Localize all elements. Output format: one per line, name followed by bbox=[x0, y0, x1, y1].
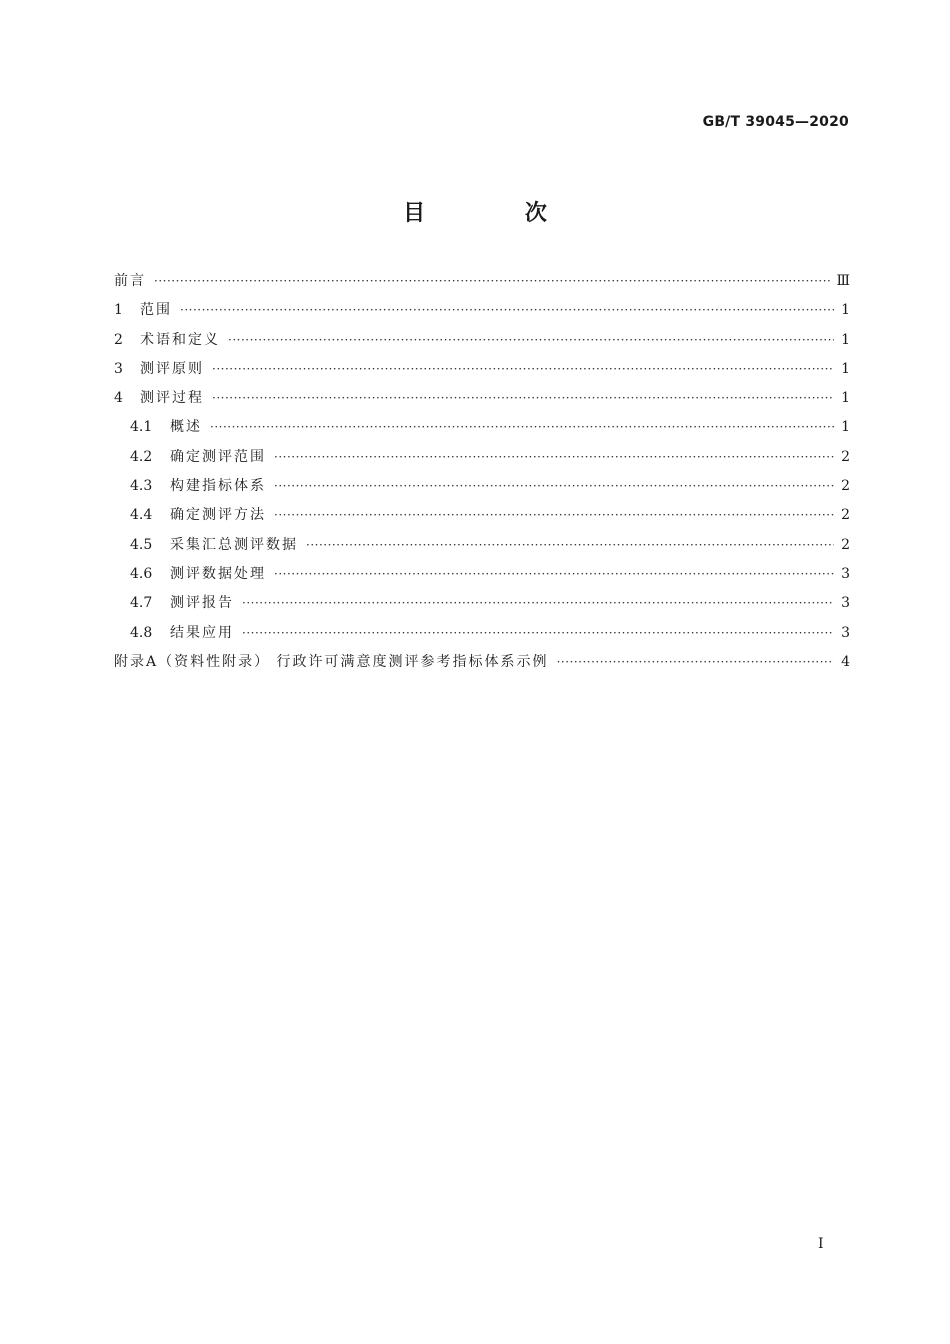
toc-entry-label: 确定测评方法 bbox=[170, 507, 266, 524]
toc-entry-label: 术语和定义 bbox=[140, 331, 220, 348]
toc-entry-4-5[interactable] bbox=[114, 534, 850, 563]
toc-leader-dots bbox=[274, 567, 834, 581]
toc-entry-number: 4.7 bbox=[130, 595, 153, 612]
toc-entry-2[interactable] bbox=[114, 329, 850, 358]
toc-entry-3[interactable] bbox=[114, 358, 850, 387]
page-title: 目 次 bbox=[403, 201, 593, 226]
toc-entry-page: 1 bbox=[841, 302, 850, 319]
toc-entry-page: 3 bbox=[841, 595, 850, 612]
toc-entry-label: 测评过程 bbox=[140, 390, 204, 407]
toc-leader-dots bbox=[210, 420, 834, 434]
toc-entry-number: 1 bbox=[114, 302, 123, 319]
toc-leader-dots bbox=[274, 479, 834, 493]
toc-entry-page: 1 bbox=[841, 331, 850, 348]
toc-entry-number: 4 bbox=[114, 390, 123, 407]
toc-entry-number: 4.2 bbox=[130, 448, 153, 465]
toc-entry-label: 结果应用 bbox=[170, 624, 234, 641]
toc-entry-4-3[interactable] bbox=[114, 475, 850, 504]
table-of-contents bbox=[114, 270, 850, 680]
toc-entry-label: 测评报告 bbox=[170, 595, 234, 612]
toc-entry-number: 4.8 bbox=[130, 624, 153, 641]
toc-entry-1[interactable] bbox=[114, 299, 850, 328]
toc-entry-page: 1 bbox=[841, 419, 850, 436]
toc-entry-page: 4 bbox=[841, 653, 850, 670]
toc-entry-page: 2 bbox=[841, 478, 850, 495]
page-folio: I bbox=[818, 1236, 824, 1252]
toc-leader-dots bbox=[228, 333, 834, 347]
toc-entry-4-6[interactable] bbox=[114, 563, 850, 592]
toc-leader-dots bbox=[154, 274, 830, 288]
toc-entry-number: 4.6 bbox=[130, 565, 153, 582]
toc-leader-dots bbox=[212, 391, 834, 405]
toc-entry-label: 确定测评范围 bbox=[170, 448, 266, 465]
toc-entry-page: Ⅲ bbox=[836, 273, 850, 289]
toc-entry-page: 2 bbox=[841, 536, 850, 553]
toc-entry-number: 4.5 bbox=[130, 536, 153, 553]
toc-entry-4[interactable] bbox=[114, 387, 850, 416]
toc-entry-page: 1 bbox=[841, 360, 850, 377]
toc-entry-label: 测评原则 bbox=[140, 360, 204, 377]
toc-entry-4-8[interactable] bbox=[114, 622, 850, 651]
toc-entry-4-1[interactable] bbox=[114, 416, 850, 445]
toc-entry-number: 4.1 bbox=[130, 419, 153, 436]
toc-entry-4-4[interactable] bbox=[114, 504, 850, 533]
toc-leader-dots bbox=[274, 508, 834, 522]
toc-leader-dots bbox=[242, 626, 834, 640]
toc-leader-dots bbox=[212, 362, 834, 376]
toc-entry-label: 附录A（资料性附录） 行政许可满意度测评参考指标体系示例 bbox=[114, 653, 549, 670]
toc-entry-appendix-a[interactable] bbox=[114, 651, 850, 680]
toc-entry-page: 2 bbox=[841, 448, 850, 465]
toc-entry-label: 测评数据处理 bbox=[170, 565, 266, 582]
toc-leader-dots bbox=[180, 303, 834, 317]
toc-entry-label: 概述 bbox=[170, 419, 202, 436]
toc-entry-page: 3 bbox=[841, 565, 850, 582]
toc-leader-dots bbox=[242, 596, 834, 610]
standard-number: GB/T 39045—2020 bbox=[702, 114, 849, 130]
toc-entry-number: 4.3 bbox=[130, 478, 153, 495]
toc-entry-label: 构建指标体系 bbox=[170, 478, 266, 495]
toc-entry-label: 前言 bbox=[114, 273, 146, 289]
toc-leader-dots bbox=[557, 655, 834, 669]
toc-entry-number: 3 bbox=[114, 360, 123, 377]
toc-entry-number: 2 bbox=[114, 331, 123, 348]
toc-entry-page: 1 bbox=[841, 390, 850, 407]
toc-entry-page: 3 bbox=[841, 624, 850, 641]
toc-leader-dots bbox=[274, 450, 834, 464]
toc-entry-page: 2 bbox=[841, 507, 850, 524]
toc-entry-4-2[interactable] bbox=[114, 446, 850, 475]
toc-leader-dots bbox=[306, 538, 834, 552]
toc-entry-foreword[interactable] bbox=[114, 270, 850, 299]
toc-entry-label: 范围 bbox=[140, 302, 172, 319]
toc-entry-label: 采集汇总测评数据 bbox=[170, 536, 298, 553]
toc-entry-number: 4.4 bbox=[130, 507, 153, 524]
toc-entry-4-7[interactable] bbox=[114, 592, 850, 621]
